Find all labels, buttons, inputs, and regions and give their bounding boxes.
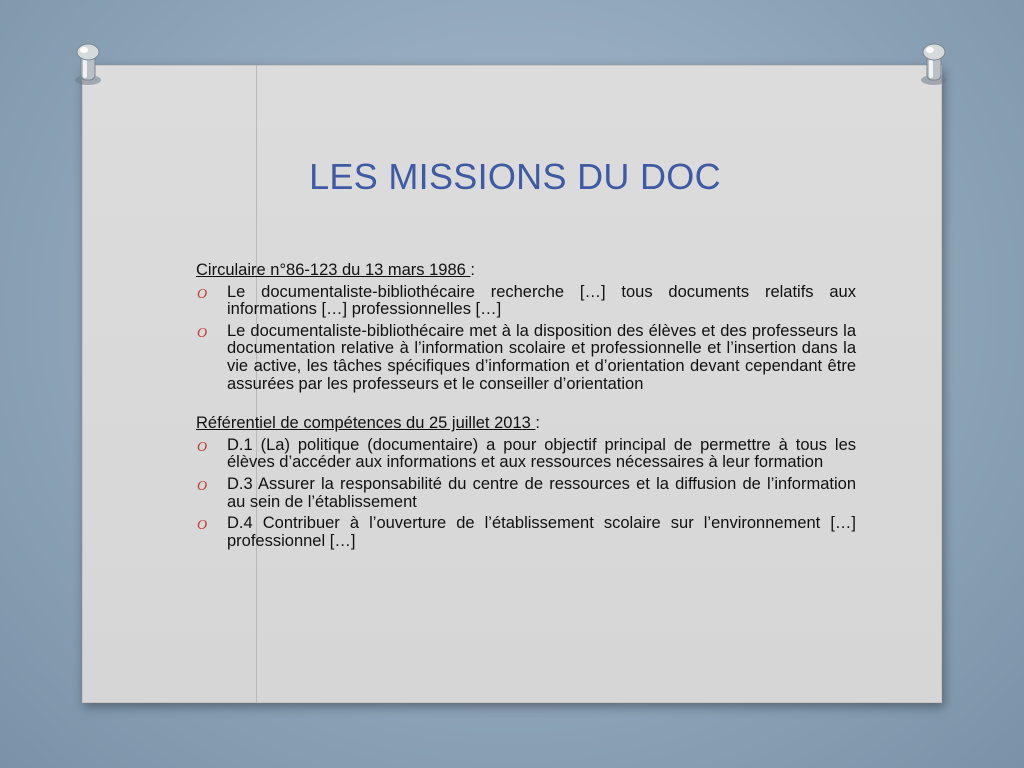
slide-body [196,262,856,554]
pushpin-icon [914,40,954,88]
list-item: O Le documentaliste-bibliothécaire recherche […] tous documents relatifs aux informations […] professionnelles […] [197,282,856,319]
section-heading: Circulaire n°86-123 du 13 mars 1986 : [196,261,476,279]
bullet-icon: O [197,518,208,534]
list-item: O Le documentaliste-bibliothécaire met à la disposition des élèves et des professeurs la documentation relative à l’information scolaire et professionnelle et l’insertion dans la vie active, les tâches spécifiques d’information et d’orientation devant cependant être assurées par les professeurs et le conseiller d’orientation [197,321,856,393]
bullet-icon: O [197,286,208,302]
slide-title: LES MISSIONS DU DOC [309,156,721,197]
bullet-icon: O [197,439,208,455]
pushpin-icon [68,40,108,88]
bullet-icon: O [197,325,208,341]
list-item: O D.3 Assurer la responsabilité du centre de ressources et la diffusion de l’information au sein de l’établissement [197,474,856,511]
section-heading: Référentiel de compétences du 25 juillet 2013 : [196,414,540,433]
list-item: O D.4 Contribuer à l’ouverture de l’établissement scolaire sur l’environnement […] professionnel […] [197,514,856,550]
bullet-icon: O [197,478,208,494]
list-item: O D.1 (La) politique (documentaire) a pour objectif principal de permettre à tous les élèves d’accéder aux informations et aux ressources nécessaires à leur formation [197,435,856,472]
